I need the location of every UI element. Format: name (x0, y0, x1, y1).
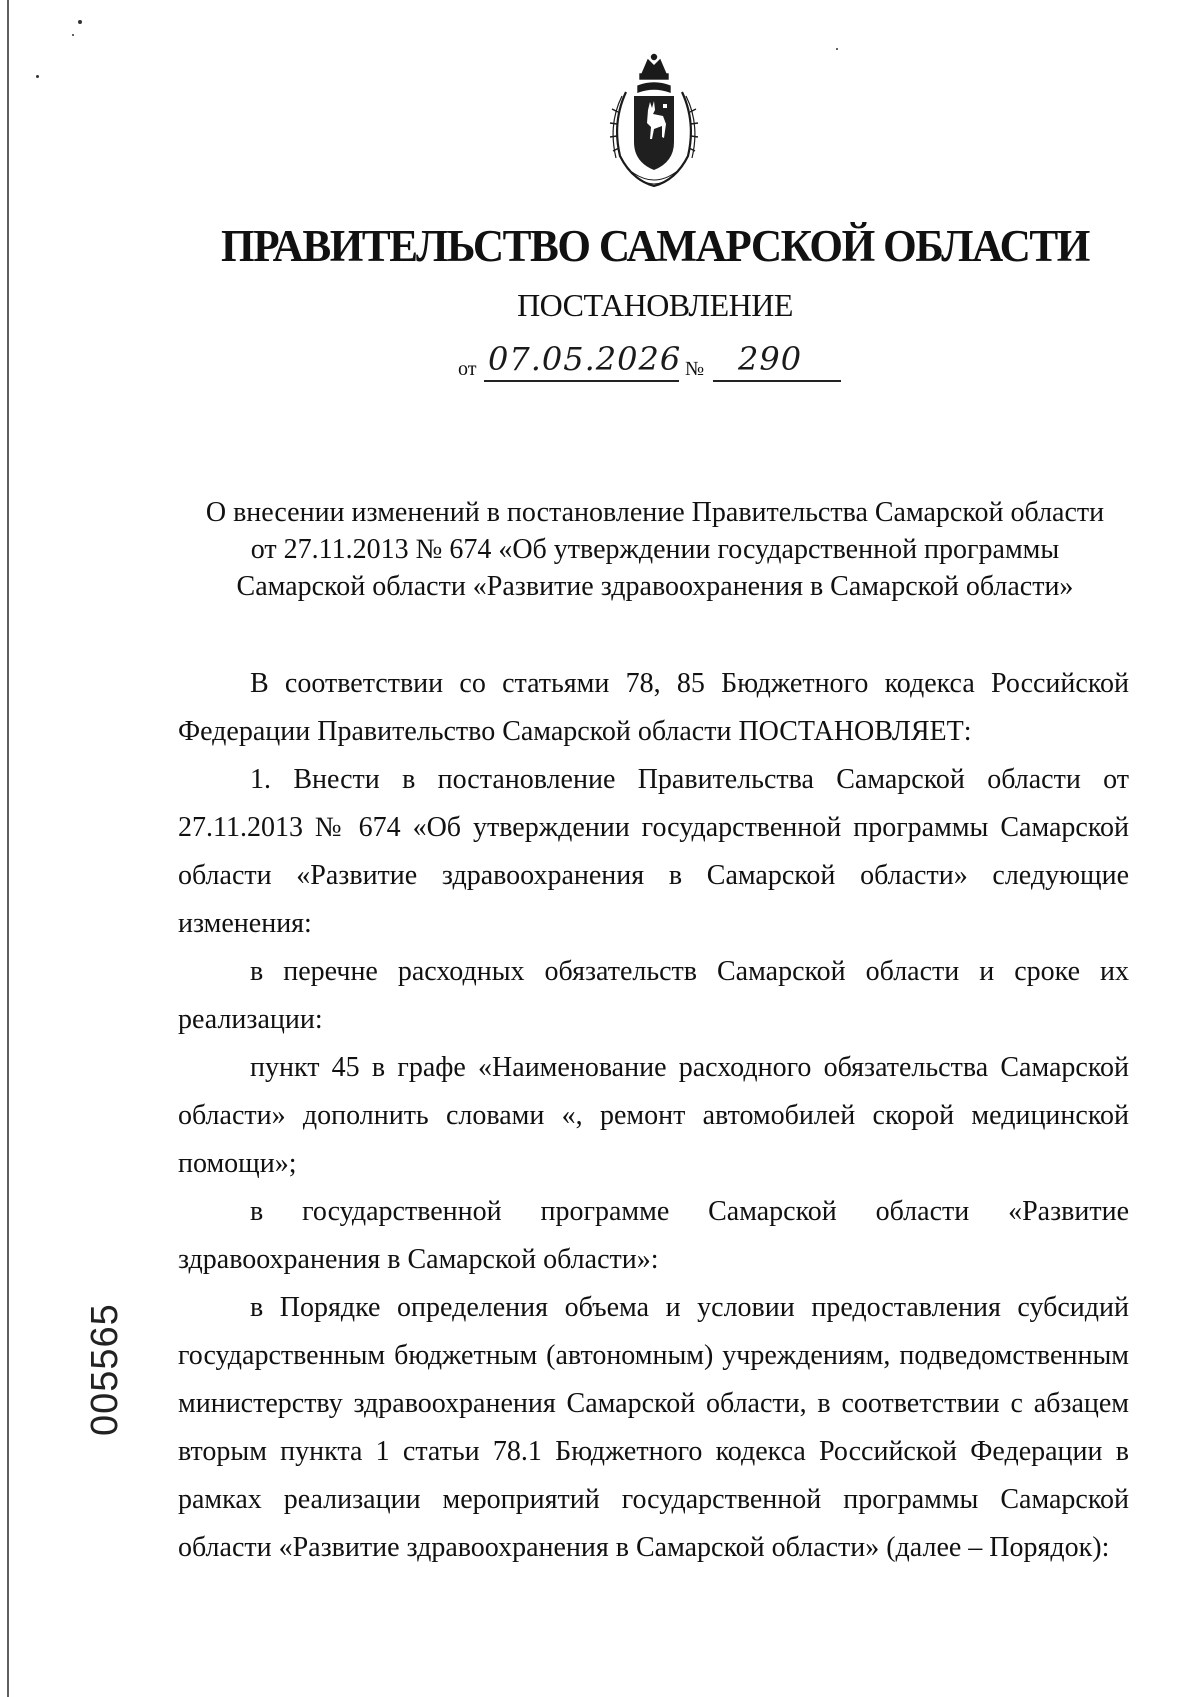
date-and-number-line (458, 340, 858, 384)
body-paragraph: 1. Внести в постановление Правительства Самарской области от 27.11.2013 № 674 «Об утверждении государственной программы Самарской области «Развитие здравоохранения в Самарской области» следующие изменения: (178, 764, 1129, 939)
document-type: ПОСТАНОВЛЕНИЕ (517, 287, 793, 323)
organization-title: ПРАВИТЕЛЬСТВО САМАРСКОЙ ОБЛАСТИ (221, 221, 1089, 271)
body-paragraph: в перечне расходных обязательств Самарской области и сроке их реализации: (178, 956, 1129, 1035)
date-underline (484, 380, 679, 382)
date-prefix: от (458, 358, 477, 380)
handwritten-number: 290 (738, 340, 803, 378)
body-paragraph: В соответствии со статьями 78, 85 Бюджетного кодекса Российской Федерации Правительство Самарской области ПОСТАНОВЛЯЕТ: (178, 668, 1129, 747)
samara-region-coat-of-arms-icon (598, 52, 710, 192)
margin-serial-number: 005565 (84, 1303, 126, 1436)
scan-speck (72, 34, 74, 36)
subject-line: О внесении изменений в постановление Правительства Самарской области (205, 497, 1105, 528)
scan-edge-line (7, 0, 9, 1697)
scan-speck (36, 75, 39, 78)
body-paragraph: в Порядке определения объема и условии предоставления субсидий государственным бюджетным (автономным) учреждениям, подведомственным министерству здравоохранения Самарской области, в соответствии с абзацем вторым пункта 1 статьи 78.1 Бюджетного кодекса Российской Федерации в рамках реализации мероприятий государственной программы Самарской области «Развитие здравоохранения в Самарской области» (далее – Порядок): (178, 1292, 1129, 1563)
document-subject (190, 494, 1120, 605)
subject-line: от 27.11.2013 № 674 «Об утверждении государственной программы (250, 534, 1060, 565)
scan-speck (836, 48, 838, 50)
scan-speck (78, 20, 82, 24)
number-underline (713, 380, 841, 382)
document-body (178, 660, 1129, 1572)
handwritten-date: 07.05.2026 (488, 340, 682, 378)
number-sign: № (685, 358, 705, 380)
body-paragraph: пункт 45 в графе «Наименование расходного обязательства Самарской области» дополнить словами «, ремонт автомобилей скорой медицинской помощи»; (178, 1052, 1129, 1179)
subject-line: Самарской области «Развитие здравоохранения в Самарской области» (236, 571, 1074, 602)
body-paragraph: в государственной программе Самарской области «Развитие здравоохранения в Самарской области»: (178, 1196, 1129, 1275)
